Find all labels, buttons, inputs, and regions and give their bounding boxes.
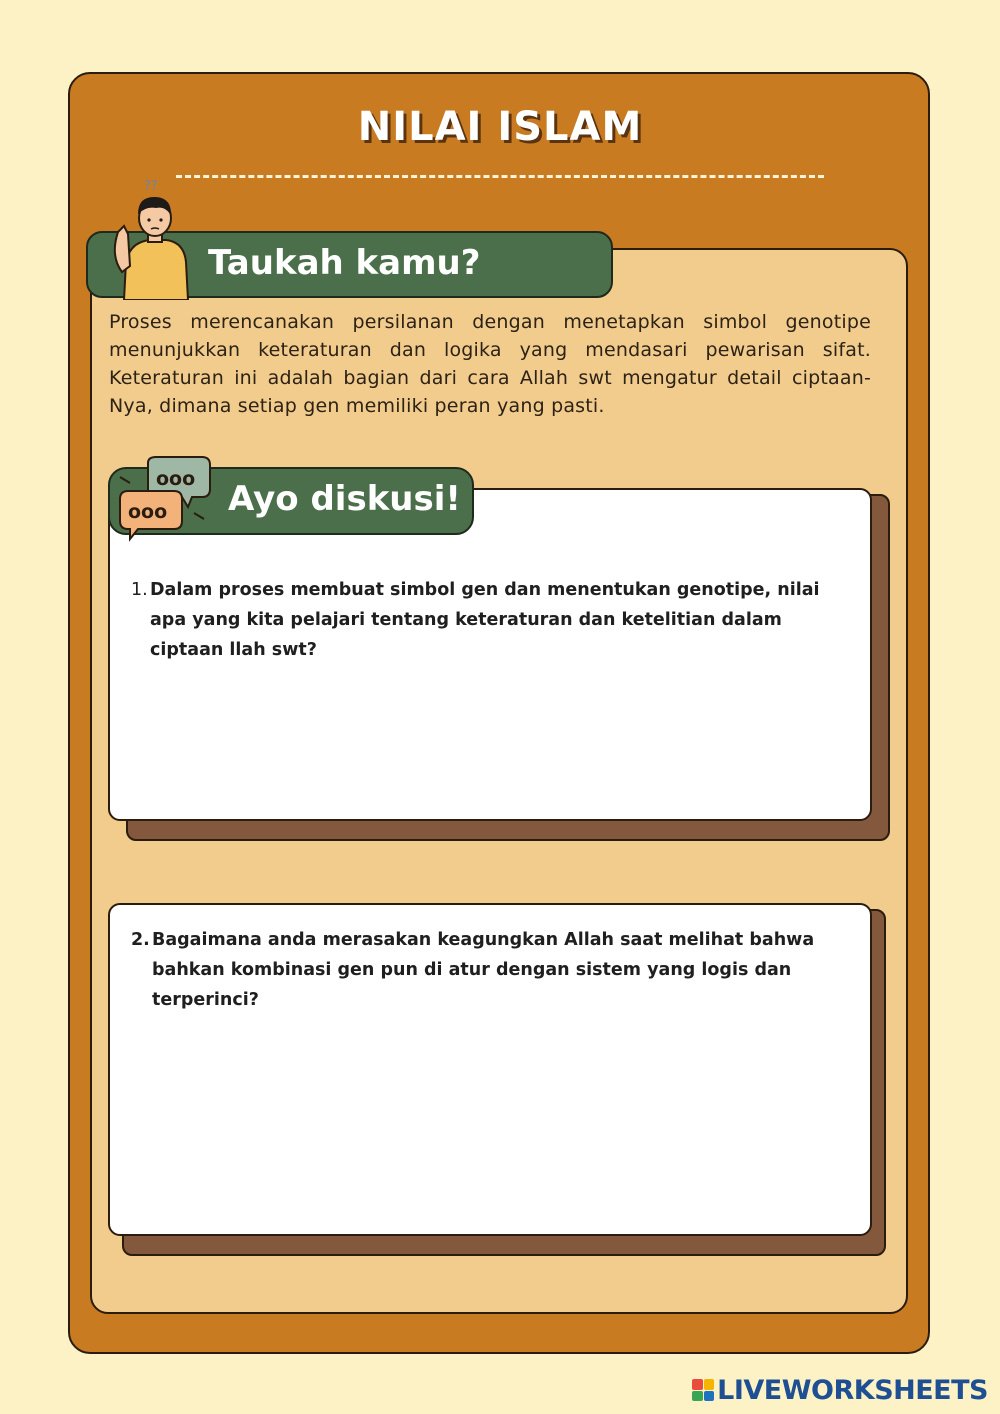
chat-bubbles-icon — [112, 455, 216, 545]
question-2-number: 2. — [131, 930, 150, 950]
info-heading: Taukah kamu? — [208, 243, 481, 283]
worksheet-title: NILAI ISLAM — [357, 104, 643, 150]
question-1-text: Dalam proses membuat simbol gen dan menentukan genotipe, nilai apa yang kita pelajari tentang keteraturan dan ketelitian dalam ciptaan llah swt? — [150, 580, 820, 660]
thinking-person-icon — [108, 176, 194, 300]
question-1-number: 1. — [131, 580, 148, 600]
title-divider — [176, 175, 824, 178]
bubble-dots-top: ooo — [156, 468, 196, 490]
liveworksheets-logo-icon — [692, 1379, 714, 1401]
brand-text: LIVEWORKSHEETS — [717, 1374, 988, 1406]
bubble-dots-bottom: ooo — [128, 501, 168, 523]
discussion-heading: Ayo diskusi! — [228, 479, 461, 519]
question-marks: ?? — [144, 179, 158, 194]
liveworksheets-brand — [692, 1372, 988, 1408]
question-2-text: Bagaimana anda merasakan keagungkan Allah saat melihat bahwa bahkan kombinasi gen pun di atur dengan sistem yang logis dan terperinci? — [152, 930, 815, 1010]
info-paragraph: Proses merencanakan persilanan dengan menetapkan simbol genotipe menunjukkan keteraturan dan logika yang mendasari pewarisan sifat. Keteraturan ini adalah bagian dari cara Allah swt mengatur detail ciptaan-Nya, dimana setiap gen memiliki peran yang pasti. — [109, 311, 871, 417]
